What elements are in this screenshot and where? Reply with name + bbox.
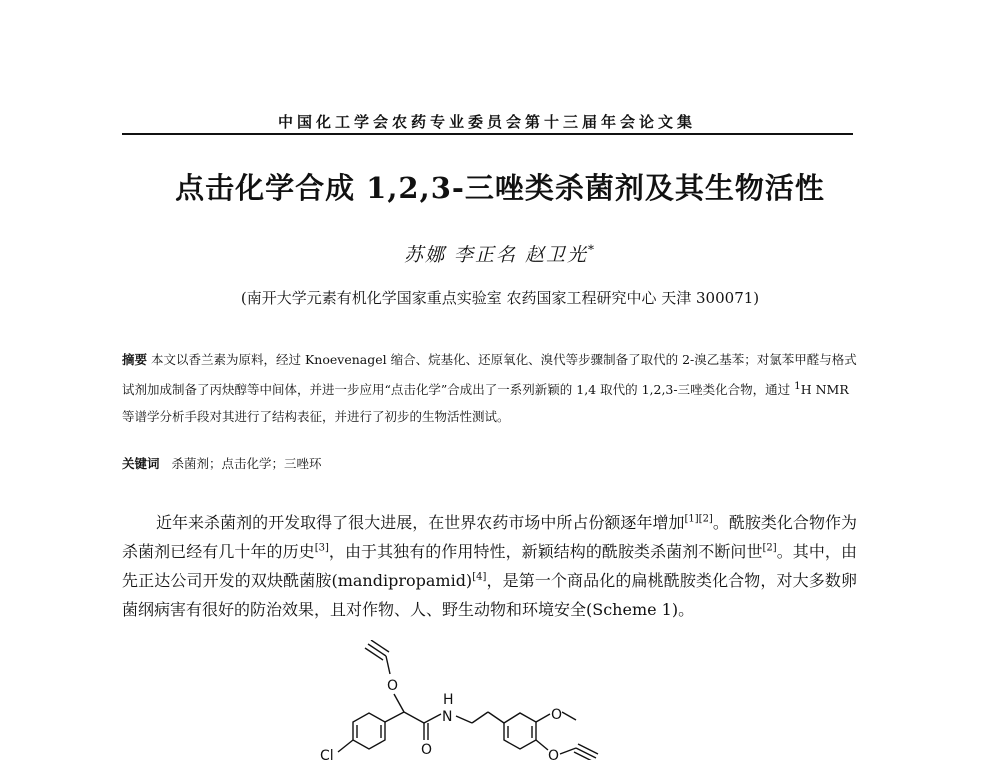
abstract-text-2: H NMR 等谱学分析手段对其进行了结构表征，并进行了初步的生物活性测试。 <box>122 382 849 425</box>
corresponding-mark: * <box>588 242 597 257</box>
nmr-superscript: 1 <box>794 380 801 392</box>
atom-o-methoxy: O <box>551 707 563 723</box>
author-names: 苏娜 李正名 赵卫光 <box>403 244 589 266</box>
abstract-text-1: 本文以香兰素为原料，经过 Knoevenagel 缩合、烷基化、还原氧化、溴代等步骤制备了取代的 2-溴乙基苯；对氯苯甲醛与格式试剂加成制备了丙炔醇等中间体，并进一步应用“点击化学”合成出了一系列新颖的 1,4 取代的 1,2,3-三唑类化合物，通过 <box>122 352 857 398</box>
atom-o-carbonyl: O <box>421 742 433 758</box>
atom-o-ether: O <box>387 678 399 694</box>
proceedings-header: 中国化工学会农药专业委员会第十三届年会论文集 <box>277 113 696 131</box>
keywords-text: 杀菌剂；点击化学；三唑环 <box>171 456 322 471</box>
body-seg-5: ，是第一个商品化的扁桃酰胺类化合物，对大多数卵菌纲病害有很好的防治效果，且对作物、人、野生动物和环境安全(Scheme 1)。 <box>122 571 857 619</box>
atom-n: N <box>442 709 453 725</box>
structure-bonds <box>338 640 598 760</box>
citation-ref-3: [2] <box>762 542 777 554</box>
mandipropamid-structure <box>300 640 630 760</box>
keywords <box>122 454 857 472</box>
header-rule <box>122 133 853 135</box>
body-seg-3: ，由于其独有的作用特性，新颖结构的酰胺类杀菌剂不断问世 <box>328 542 763 561</box>
abstract-label: 摘要 <box>122 352 148 367</box>
citation-ref-1: [1][2] <box>684 513 713 525</box>
body-seg-2: 。酰胺类化合物作为杀菌剂已经有几十年的历史 <box>122 513 857 561</box>
citation-ref-4: [4] <box>472 571 487 583</box>
atom-o-propargyl: O <box>548 748 560 760</box>
atom-cl: Cl <box>320 748 334 760</box>
citation-ref-2: [3] <box>314 542 329 554</box>
author-list <box>0 240 1000 267</box>
body-seg-1: 近年来杀菌剂的开发取得了很大进展，在世界农药市场中所占份额逐年增加 <box>156 513 685 532</box>
body-seg-4: 。其中，由先正达公司开发的双炔酰菌胺(mandipropamid) <box>122 542 857 590</box>
atom-h: H <box>443 692 454 708</box>
structure-drawing <box>300 640 630 760</box>
body-paragraph <box>122 508 857 624</box>
abstract <box>122 346 857 430</box>
keywords-label: 关键词 <box>122 456 160 471</box>
affiliation: (南开大学元素有机化学国家重点实验室 农药国家工程研究中心 天津 300071) <box>240 289 760 307</box>
paper-title: 点击化学合成 1,2,3-三唑类杀菌剂及其生物活性 <box>175 171 825 205</box>
